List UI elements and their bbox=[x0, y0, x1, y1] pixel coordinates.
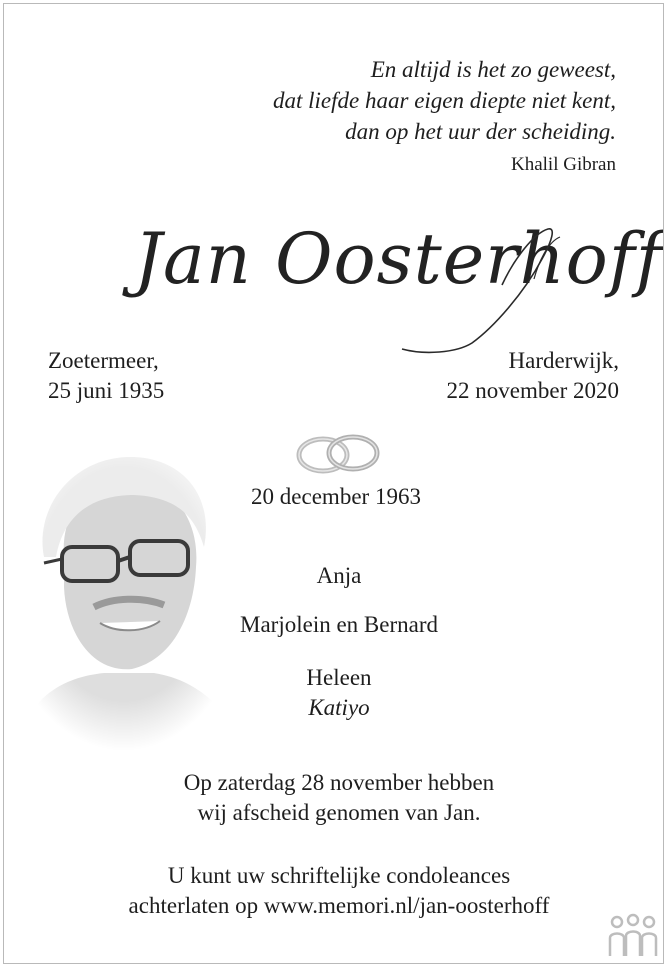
death-info bbox=[447, 346, 619, 406]
birth-date: 25 juni 1935 bbox=[48, 378, 165, 403]
birth-place: Zoetermeer, bbox=[48, 348, 159, 373]
quote-line: dan op het uur der scheiding. bbox=[345, 119, 616, 144]
condolence-text bbox=[129, 861, 550, 921]
memori-people-logo-icon bbox=[607, 912, 659, 958]
funeral-line: wij afscheid genomen van Jan. bbox=[197, 800, 481, 825]
family-spouse: Anja bbox=[316, 563, 362, 588]
funeral-text bbox=[184, 768, 494, 828]
portrait-photo bbox=[4, 437, 244, 757]
funeral-line: Op zaterdag 28 november hebben bbox=[183, 770, 495, 795]
family-child: Marjolein en Bernard bbox=[240, 612, 438, 637]
death-date: 22 november 2020 bbox=[446, 378, 619, 403]
condolence-line: U kunt uw schriftelijke condoleances bbox=[167, 863, 511, 888]
death-place: Harderwijk, bbox=[508, 348, 619, 373]
wedding-date: 20 december 1963 bbox=[251, 484, 421, 509]
wedding-rings-icon bbox=[293, 431, 383, 477]
quote-line: dat liefde haar eigen diepte niet kent, bbox=[273, 88, 616, 113]
family-child: Heleen bbox=[306, 665, 372, 690]
condolence-line[interactable]: achterlaten op www.memori.nl/jan-oosterhoff bbox=[128, 893, 550, 918]
death-notice-card bbox=[3, 3, 664, 964]
quote-line: En altijd is het zo geweest, bbox=[370, 57, 616, 82]
poem-quote bbox=[273, 54, 616, 147]
deceased-name: Jan Oosterhoff bbox=[134, 218, 663, 300]
birth-info bbox=[48, 346, 164, 406]
family-child-note: Katiyo bbox=[308, 695, 370, 720]
name-flourish-icon bbox=[384, 219, 564, 359]
quote-author: Khalil Gibran bbox=[510, 154, 616, 175]
